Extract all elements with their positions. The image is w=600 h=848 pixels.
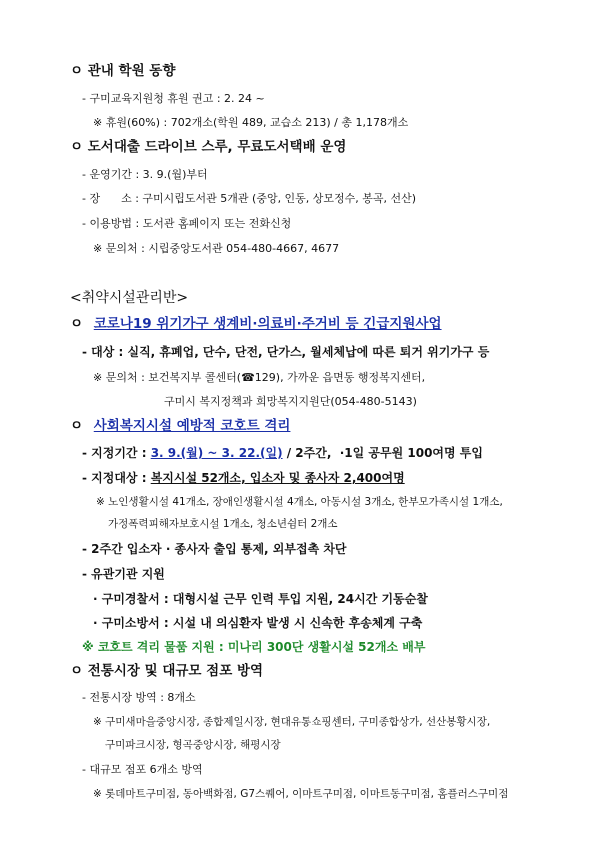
emergency-support-contact: ※ 문의처 : 보건복지부 콜센터(☎129), 가까운 읍면동 행정복지센터, <box>93 371 426 384</box>
library-period: - 운영기간 : 3. 9.(월)부터 <box>82 168 208 181</box>
cohort-access-control: - 2주간 입소자 · 종사자 출입 통제, 외부접촉 차단 <box>82 542 347 556</box>
cohort-period <box>82 447 483 459</box>
large-store-list: ※ 롯데마트구미점, 동아백화점, G7스퀘어, 이마트구미점, 이마트동구미점, 홈플러스구미점 <box>93 788 509 800</box>
library-location: - 장 소 : 구미시립도서관 5개관 (중앙, 인동, 상모정수, 봉곡, 선산) <box>82 192 417 205</box>
academy-closure-note: ※ 휴원(60%) : 702개소(학원 489, 교습소 213) / 총 1,178개소 <box>93 116 409 129</box>
market-disinfection-count: - 전통시장 방역 : 8개소 <box>82 691 196 704</box>
police-support: · 구미경찰서 : 대형시설 근무 인력 투입 지원, 24시간 기동순찰 <box>93 592 428 606</box>
cohort-facility-note: ※ 노인생활시설 41개소, 장애인생활시설 4개소, 아동시설 3개소, 한부모가족시설 1개소, <box>96 496 503 508</box>
cohort-facility-note-cont: 가정폭력피해자보호시설 1개소, 청소년쉼터 2개소 <box>108 518 338 530</box>
section-title-cohort-isolation <box>70 420 290 434</box>
fire-support: · 구미소방서 : 시설 내 의심환자 발생 시 신속한 후송체계 구축 <box>93 616 423 630</box>
market-list: ※ 구미새마을중앙시장, 종합제일시장, 현대유통쇼핑센터, 구미종합상가, 선산봉황시장, <box>93 716 491 728</box>
period-label: - 지정기간 : <box>82 446 151 460</box>
academy-recommendation: - 구미교육지원청 휴원 권고 : 2. 24 ~ <box>82 92 265 105</box>
emergency-support-contact-cont: 구미시 복지정책과 희망복지지원단(054-480-5143) <box>164 395 417 408</box>
emergency-support-target: - 대상 : 실직, 휴폐업, 단수, 단전, 단가스, 월세체납에 따른 퇴거 위기가구 등 <box>82 345 490 359</box>
period-rest: / 2주간, ·1일 공무원 100여명 투입 <box>282 446 483 460</box>
section-heading-vulnerable-facilities: <취약시설관리반> <box>70 290 189 306</box>
cohort-agency-support: - 유관기관 지원 <box>82 567 165 581</box>
library-contact: ※ 문의처 : 시립중앙도서관 054-480-4667, 4677 <box>93 242 340 255</box>
bullet-mark: ㅇ <box>70 316 84 332</box>
market-list-cont: 구미파크시장, 형곡중앙시장, 해평시장 <box>105 739 281 751</box>
cohort-target <box>82 472 405 484</box>
target-label: - 지정대상 : <box>82 471 151 485</box>
bullet-mark: ㅇ <box>70 418 84 434</box>
cohort-supplies-note: ※ 코호트 격리 물품 지원 : 미나리 300단 생활시설 52개소 배부 <box>82 640 426 654</box>
section-title-market-disinfection: ㅇ 전통시장 및 대규모 점포 방역 <box>70 663 264 679</box>
section-title-academy: ㅇ 관내 학원 동향 <box>70 63 176 79</box>
section-title-library: ㅇ 도서대출 드라이브 스루, 무료도서택배 운영 <box>70 139 347 155</box>
cohort-isolation-title: 사회복지시설 예방적 코호트 격리 <box>93 418 291 434</box>
target-value: 복지시설 52개소, 입소자 및 종사자 2,400여명 <box>150 471 405 485</box>
section-title-emergency-support <box>70 318 442 332</box>
emergency-support-title: 코로나19 위기가구 생계비·의료비·주거비 등 긴급지원사업 <box>93 316 442 332</box>
library-method: - 이용방법 : 도서관 홈페이지 또는 전화신청 <box>82 217 292 230</box>
large-store-disinfection: - 대규모 점포 6개소 방역 <box>82 763 203 776</box>
period-value: 3. 9.(월) ~ 3. 22.(일) <box>150 446 283 460</box>
